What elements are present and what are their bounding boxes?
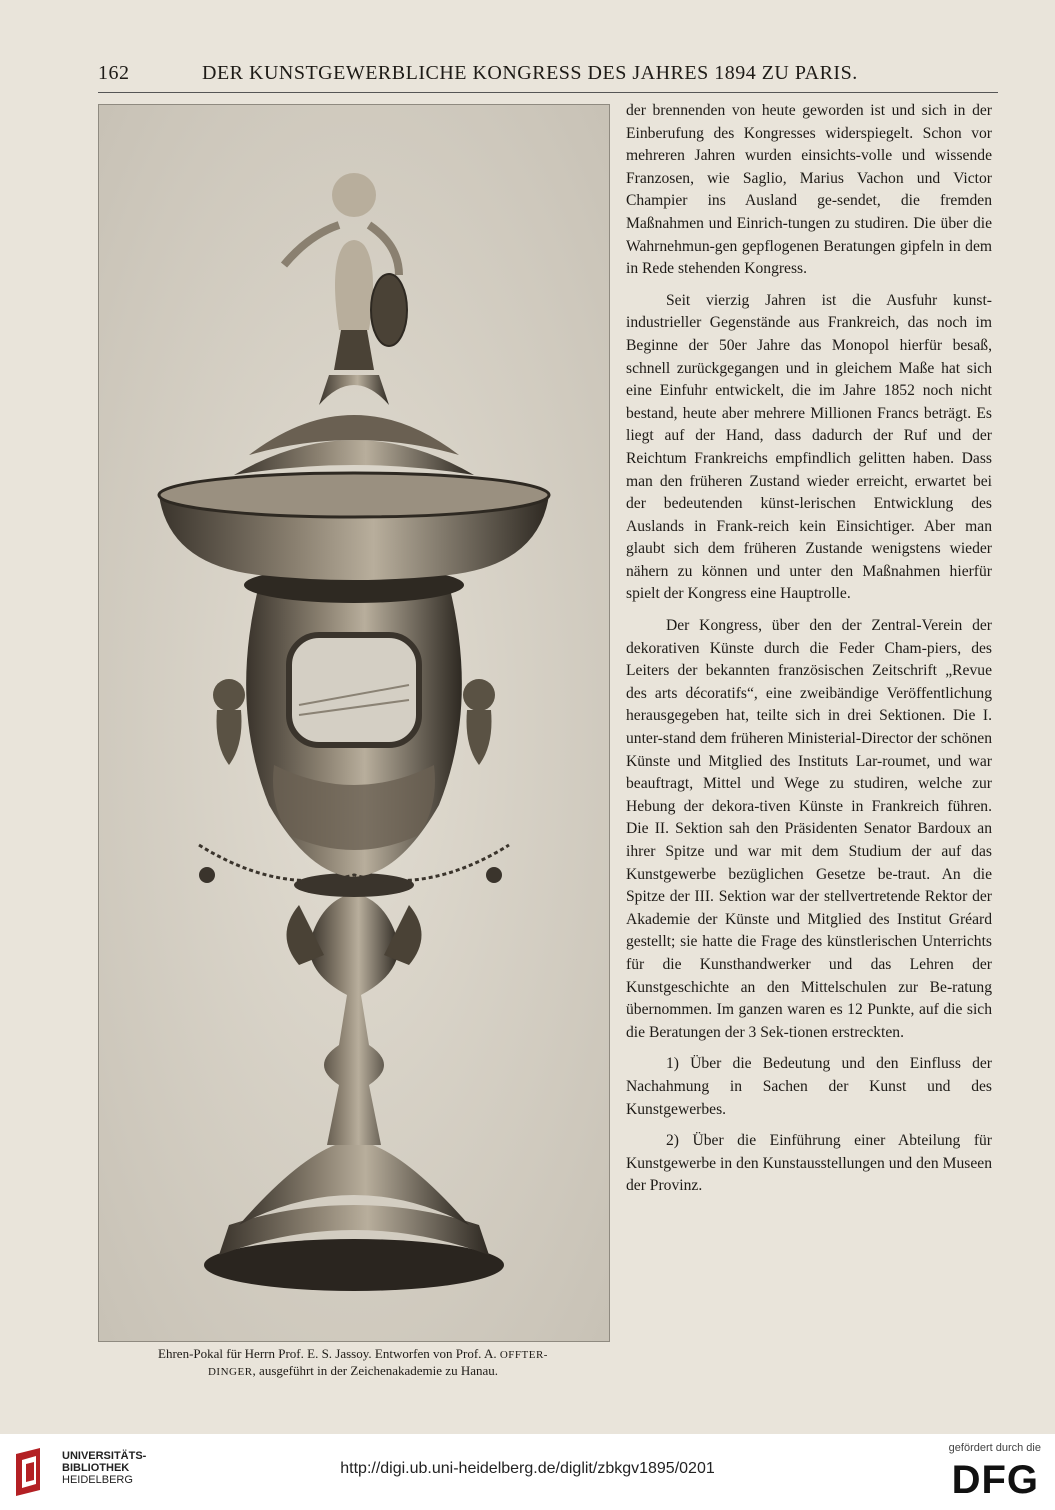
permalink-url[interactable]: http://digi.ub.uni-heidelberg.de/diglit/zbkgv1895/0201 (340, 1460, 715, 1477)
header-rule (98, 92, 998, 93)
caption-sc1: OFFTER- (499, 1349, 548, 1361)
paragraph-4: 1) Über die Bedeutung und den Einfluss der Nachahmung in Sachen der Kunst und des Kunstgewerbes. (626, 1055, 992, 1118)
library-line-2: BIBLIOTHEK (62, 1462, 130, 1474)
paragraph-2: Seit vierzig Jahren ist die Ausfuhr kunst-industrieller Gegenstände aus Frankreich, das noch im Beginne der 50er Jahre das Monopol hierfür besaß, schnell zurückgegangen und in gleichem Maße hat sich eine Einfuhr entwickelt, die im Jahre 1852 noch nicht bestand, heute aber mehrere Millionen Francs beträgt. Es liegt auf der Hand, dass dadurch der Ruf und der Reichtum Frankreichs empfindlich gelitten haben. Dass man den früheren Zustand wieder erreicht, erwartet bei der bedeutenden künst-lerischen Entwicklung des Auslands in Frank-reich kein Einsichtiger. Aber man glaubt sich dem früheren Zustande wenigstens wieder nähern zu können und unter den Maßnahmen hierfür spielt der Kongress eine Hauptrolle. (626, 291, 992, 603)
paragraph-1: der brennenden von heute geworden ist und sich in der Einberufung des Kongresses widerspiegelt. Schon vor mehreren Jahren wurden einsichts-volle und wissende Franzosen, wie Saglio, Marius Vachon und Victor Champier ins Ausland ge-sendet, die fremden Maßnahmen und Einrich-tungen zu studiren. Die über die Wahrnehmun-gen gepflogenen Beratungen gipfeln in dem in Rede stehenden Kongress. (626, 102, 992, 278)
paragraph-5: 2) Über die Einführung einer Abteilung für Kunstgewerbe in den Kunstausstellungen und den Museen der Provinz. (626, 1132, 992, 1195)
library-line-3: HEIDELBERG (62, 1474, 133, 1486)
paragraph-3: Der Kongress, über den der Zentral-Verein der dekorativen Künste durch die Feder Cham-piers, des Leiters der bekannten französischen Zeitschrift „Revue des arts décoratifs“, eine zweibändige Veröffentlichung herausgegeben hat, teilte sich in drei Sektionen. Die I. unter-stand dem früheren Ministerial-Director der schönen Künste und Mitglied des Instituts Lar-roumet, und war beauftragt, Mittel und Wege zu studiren, welche zur Hebung der dekora-tiven Künste in Frankreich führen. Die II. Sektion sah den Präsidenten Senator Bardoux an ihrer Spitze und war mit dem Studium der auf das Kunstgewerbe bezüglichen Gesetze be-traut. An die Spitze der III. Sektion war der stellvertretende Rektor der Akademie der Künste und Mitglied des Institut Gréard gestellt; sie hatte die Frage des künstlerischen Unterrichts für die Kunsthandwerker und das Lehren der Kunstgeschichte an den Mittelschulen zur Be-ratung übernommen. Im ganzen waren es 12 Punkte, auf die sich die Beratungen der 3 Sek-tionen erstreckten. (626, 617, 992, 1041)
base-plate (204, 1239, 504, 1291)
caption-part1: Ehren-Pokal für Herrn Prof. E. S. Jassoy. Entworfen von Prof. A. (158, 1346, 500, 1361)
cartouche-panel (289, 635, 419, 745)
page-number: 162 (98, 62, 130, 84)
running-title: DER KUNSTGEWERBLICHE KONGRESS DES JAHRES 1894 ZU PARIS. (202, 62, 858, 84)
funding-note: gefördert durch die (948, 1442, 1041, 1454)
caption-part2: , ausgeführt in der Zeichenakademie zu Hanau. (252, 1363, 498, 1378)
library-line-1: UNIVERSITÄTS- (62, 1450, 147, 1462)
goblet-drawing (99, 105, 609, 1341)
putto-figure (335, 240, 373, 330)
dfg-logo[interactable]: DFG (951, 1458, 1039, 1502)
figure-caption (98, 1346, 608, 1380)
text-column (626, 100, 992, 1198)
goblet-illustration (98, 104, 610, 1342)
viewer-footer (0, 1434, 1055, 1510)
caption-sc2: DINGER (207, 1366, 253, 1378)
running-head (98, 62, 998, 86)
shield-crest (371, 274, 407, 346)
